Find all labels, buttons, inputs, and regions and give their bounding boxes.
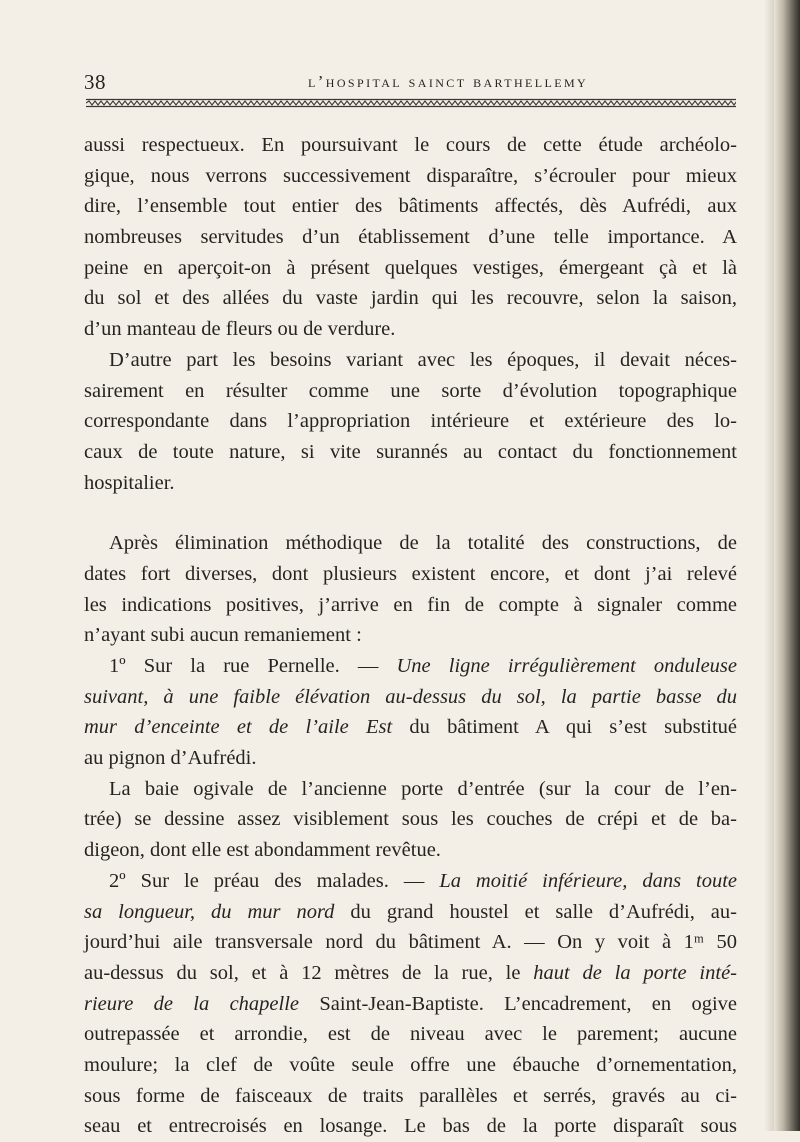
text-line: au pignon d’Aufrédi. bbox=[84, 747, 257, 770]
italic-run: rieure de la chapelle bbox=[84, 992, 300, 1015]
text-line bbox=[84, 866, 737, 897]
page-header bbox=[84, 70, 734, 100]
text-line: outrepassée et arrondie, est de niveau avec le parement; aucune bbox=[84, 1023, 737, 1046]
text-line: dates fort diverses, dont plusieurs existent encore, et dont j’ai relevé bbox=[84, 562, 737, 585]
text-line: digeon, dont elle est abondamment revêtue. bbox=[84, 839, 441, 862]
text-line: du sol et des allées du vaste jardin qui les recouvre, selon la saison, bbox=[84, 287, 737, 310]
text-line: sairement en résulter comme une sorte d’évolution topographique bbox=[84, 379, 737, 402]
text-line: gique, nous verrons successivement disparaître, s’écrouler pour mieux bbox=[84, 164, 737, 187]
text-line bbox=[84, 712, 737, 743]
text-run: 1º Sur la rue Pernelle. — bbox=[109, 655, 397, 677]
text-line bbox=[84, 897, 737, 928]
text-line: Après élimination méthodique de la totalité des constructions, de bbox=[109, 532, 737, 555]
page-number: 38 bbox=[84, 70, 106, 94]
text-line: d’un manteau de fleurs ou de verdure. bbox=[84, 318, 396, 341]
text-line: sous forme de faisceaux de traits parallèles et serrés, gravés au ci- bbox=[84, 1084, 737, 1107]
text-line: seau et entrecroisés en losange. Le bas de la porte disparaît sous bbox=[84, 1115, 737, 1138]
text-line: les indications positives, j’arrive en fin de compte à signaler comme bbox=[84, 593, 737, 616]
italic-run: La moitié inférieure, dans toute bbox=[439, 869, 737, 892]
list-item-2 bbox=[84, 866, 737, 1142]
text-line: dire, l’ensemble tout entier des bâtiments affectés, dès Aufrédi, aux bbox=[84, 195, 737, 218]
text-run: au-dessus du sol, et à 12 mètres de la rue, le bbox=[84, 961, 534, 984]
text-line: D’autre part les besoins variant avec les époques, il devait néces- bbox=[109, 348, 737, 371]
text-line bbox=[84, 651, 737, 682]
text-line: aussi respectueux. En poursuivant le cours de cette étude archéolo- bbox=[84, 134, 737, 156]
text-line: n’ayant subi aucun remaniement : bbox=[84, 624, 362, 647]
list-item-1 bbox=[84, 651, 737, 774]
running-title: l’hospital sainct barthellemy bbox=[308, 72, 589, 91]
text-line: correspondante dans l’appropriation intérieure et extérieure des lo- bbox=[84, 410, 737, 433]
page-edge bbox=[774, 0, 800, 1131]
text-line bbox=[84, 958, 737, 989]
text-line: hospitalier. bbox=[84, 471, 175, 494]
body-text bbox=[84, 130, 737, 1142]
text-line: trée) se dessine assez visiblement sous les couches de crépi et de ba- bbox=[84, 808, 737, 831]
wavy-rule-ornament bbox=[86, 98, 736, 108]
text-line bbox=[84, 989, 737, 1020]
text-run: Saint-Jean-Baptiste. L’encadrement, en ogive bbox=[299, 992, 737, 1015]
text-line: nombreuses servitudes d’un établissement d’une telle importance. A bbox=[84, 226, 737, 249]
text-line: La baie ogivale de l’ancienne porte d’entrée (sur la cour de l’en- bbox=[109, 777, 737, 800]
paragraph-4 bbox=[84, 774, 737, 866]
italic-run: sa longueur, du mur nord bbox=[84, 900, 335, 923]
italic-run: mur d’enceinte et de l’aile Est bbox=[84, 716, 393, 739]
text-run: 2º Sur le préau des malades. — bbox=[109, 869, 440, 892]
page-shadow bbox=[764, 0, 774, 1131]
text-line: jourd’hui aile transversale nord du bâtiment A. — On y voit à 1ᵐ 50 bbox=[84, 931, 737, 954]
paragraph-2 bbox=[84, 345, 737, 498]
italic-run: suivant, à une faible élévation au-dessus du sol, la partie basse du bbox=[84, 685, 737, 708]
text-line bbox=[84, 682, 737, 713]
paragraph-3 bbox=[84, 528, 737, 651]
text-run: du bâtiment A qui s’est substitué bbox=[392, 716, 738, 739]
text-line: moulure; la clef de voûte seule offre une ébauche d’ornementation, bbox=[84, 1053, 737, 1076]
paragraph-1 bbox=[84, 130, 737, 345]
italic-run: Une ligne irrégulièrement onduleuse bbox=[396, 655, 737, 677]
text-line: peine en aperçoit-on à présent quelques vestiges, émergeant çà et là bbox=[84, 256, 737, 279]
text-line: caux de toute nature, si vite surannés au contact du fonctionnement bbox=[84, 440, 737, 463]
text-run: du grand houstel et salle d’Aufrédi, au- bbox=[334, 900, 737, 923]
italic-run: haut de la porte inté- bbox=[533, 961, 737, 984]
